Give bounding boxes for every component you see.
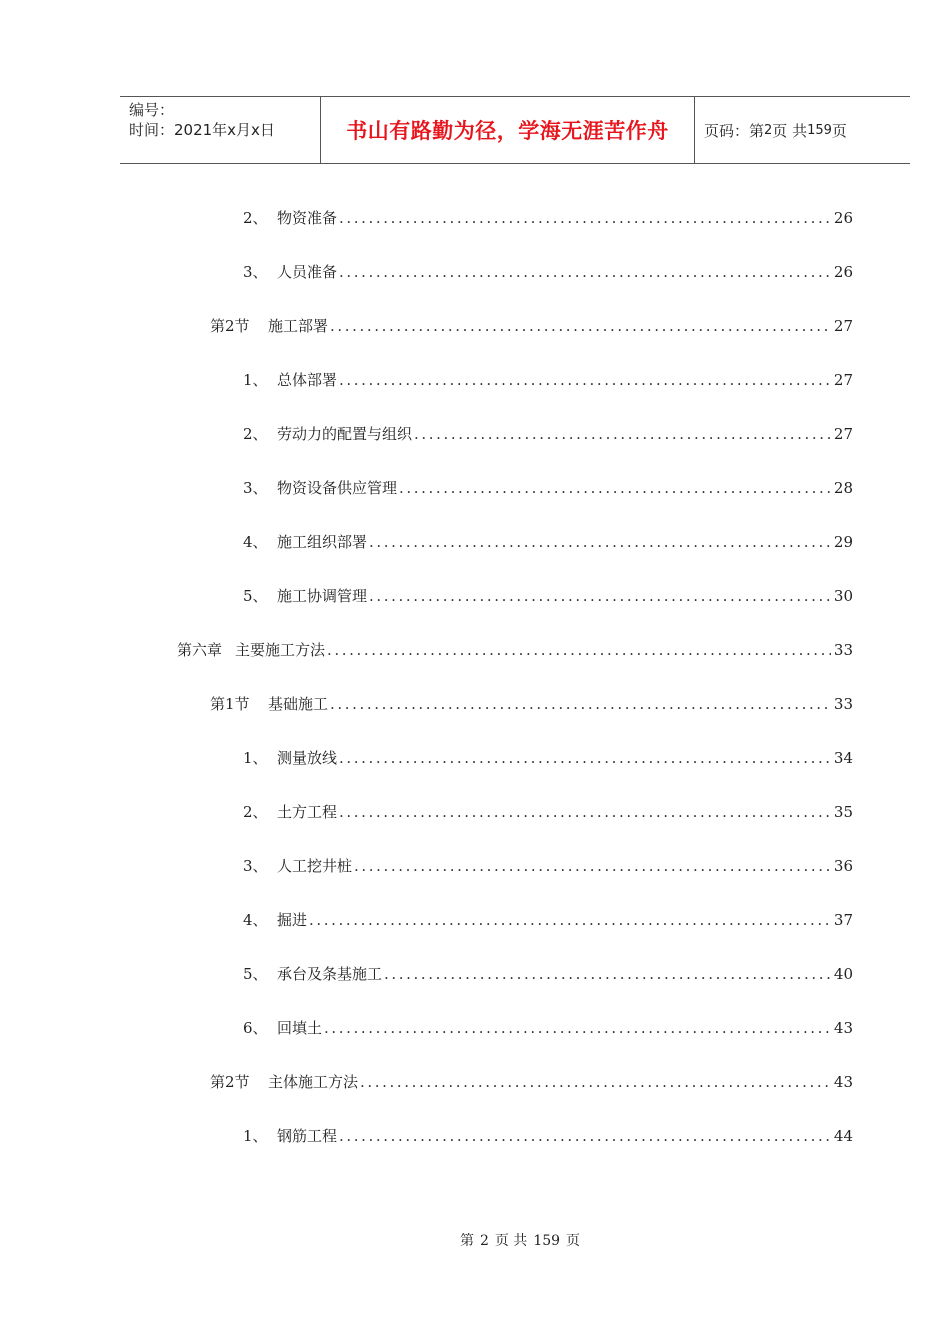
toc-entry[interactable]: [177, 640, 853, 660]
toc-entry-page: 34: [833, 749, 853, 767]
toc-dot-leader: [309, 910, 831, 930]
toc-entry-page: 37: [833, 911, 853, 929]
toc-entry-page: 29: [833, 533, 853, 551]
header-page-suffix: 页: [831, 121, 847, 140]
toc-entry-title: 基础施工: [268, 695, 329, 713]
toc-entry-number: 3、: [243, 479, 268, 497]
toc-entry[interactable]: [210, 1072, 853, 1092]
toc-entry-number: 3、: [243, 857, 268, 875]
toc-entry-number: 4、: [243, 911, 268, 929]
toc-entry-page: 43: [833, 1073, 853, 1091]
toc-entry-title: 劳动力的配置与组织: [277, 425, 413, 443]
toc-entry-title: 测量放线: [277, 749, 338, 767]
toc-dot-leader: [360, 1072, 831, 1092]
toc-entry[interactable]: [243, 964, 853, 984]
toc-entry-title: 掘进: [277, 911, 308, 929]
footer-total: 159: [533, 1233, 561, 1249]
toc-dot-leader: [399, 478, 831, 498]
toc-entry[interactable]: [243, 910, 853, 930]
footer-mid: 页 共: [494, 1233, 528, 1249]
toc-entry-number: 6、: [243, 1019, 268, 1037]
toc-entry-number: 5、: [243, 587, 268, 605]
toc-entry-title: 人工挖井桩: [277, 857, 353, 875]
page-header: [120, 96, 910, 164]
toc-entry-number: 第1节: [210, 695, 250, 713]
toc-entry-title: 主体施工方法: [268, 1073, 359, 1091]
toc-dot-leader: [354, 856, 831, 876]
header-motto: 书山有路勤为径，学海无涯苦作舟: [346, 119, 669, 143]
toc-entry-number: 1、: [243, 371, 268, 389]
toc-entry-title: 总体部署: [277, 371, 338, 389]
toc-entry-title: 施工组织部署: [277, 533, 368, 551]
toc-entry[interactable]: [243, 262, 853, 282]
toc-dot-leader: [369, 586, 831, 606]
toc-dot-leader: [339, 802, 831, 822]
toc-entry-number: 1、: [243, 1127, 268, 1145]
toc-entry[interactable]: [243, 802, 853, 822]
toc-entry-page: 27: [833, 425, 853, 443]
toc-entry-number: 第2节: [210, 317, 250, 335]
toc-entry[interactable]: [243, 370, 853, 390]
toc-entry[interactable]: [243, 1126, 853, 1146]
toc-entry-page: 43: [833, 1019, 853, 1037]
toc-entry-title: 物资设备供应管理: [277, 479, 398, 497]
toc-dot-leader: [327, 640, 831, 660]
toc-entry[interactable]: [243, 748, 853, 768]
page-footer: [0, 1230, 950, 1250]
toc-entry[interactable]: [243, 856, 853, 876]
toc-entry-title: 承台及条基施工: [277, 965, 383, 983]
footer-suffix: 页: [566, 1233, 581, 1249]
header-page-prefix: 页码：第: [704, 121, 765, 140]
toc-entry-page: 26: [833, 263, 853, 281]
toc-entry-title: 土方工程: [277, 803, 338, 821]
toc-dot-leader: [330, 316, 831, 336]
toc-entry-number: 1、: [243, 749, 268, 767]
toc-dot-leader: [339, 370, 831, 390]
toc-dot-leader: [339, 1126, 831, 1146]
toc-entry-page: 30: [833, 587, 853, 605]
toc-entry-page: 33: [833, 641, 853, 659]
doc-number-label: 编号：: [129, 101, 175, 119]
toc-entry-page: 36: [833, 857, 853, 875]
toc-entry-page: 33: [833, 695, 853, 713]
toc-entry[interactable]: [243, 208, 853, 228]
toc-dot-leader: [414, 424, 831, 444]
toc-entry[interactable]: [210, 694, 853, 714]
toc-entry-page: 27: [833, 317, 853, 335]
toc-entry-page: 27: [833, 371, 853, 389]
toc-entry-page: 40: [833, 965, 853, 983]
toc-dot-leader: [339, 748, 831, 768]
toc-entry-number: 4、: [243, 533, 268, 551]
toc-entry-number: 2、: [243, 803, 268, 821]
header-page-info: [695, 97, 910, 163]
header-meta: [120, 97, 321, 163]
toc-entry[interactable]: [210, 316, 853, 336]
header-page-total: 159: [807, 122, 832, 138]
toc-entry-page: 44: [833, 1127, 853, 1145]
toc-entry-number: 第六章: [177, 641, 223, 659]
toc-entry-number: 第2节: [210, 1073, 250, 1091]
toc-dot-leader: [330, 694, 831, 714]
toc-entry-number: 3、: [243, 263, 268, 281]
toc-entry-number: 5、: [243, 965, 268, 983]
toc-dot-leader: [339, 208, 831, 228]
header-page-current: 2: [764, 122, 773, 138]
toc-entry-page: 26: [833, 209, 853, 227]
toc-entry[interactable]: [243, 586, 853, 606]
toc-entry[interactable]: [243, 424, 853, 444]
toc-entry-number: 2、: [243, 209, 268, 227]
toc-entry-title: 主要施工方法: [235, 641, 326, 659]
toc-entry-title: 施工协调管理: [277, 587, 368, 605]
toc-dot-leader: [324, 1018, 831, 1038]
header-motto-cell: [321, 97, 695, 163]
toc-entry-title: 人员准备: [277, 263, 338, 281]
toc-dot-leader: [369, 532, 831, 552]
footer-prefix: 第: [459, 1233, 474, 1249]
header-page-mid: 页 共: [772, 121, 808, 140]
toc-entry-page: 35: [833, 803, 853, 821]
toc-entry-title: 施工部署: [268, 317, 329, 335]
toc-dot-leader: [384, 964, 831, 984]
footer-current: 2: [479, 1233, 489, 1249]
toc-entry[interactable]: [243, 1018, 853, 1038]
toc-entry-title: 物资准备: [277, 209, 338, 227]
toc-entry-page: 28: [833, 479, 853, 497]
toc-dot-leader: [339, 262, 831, 282]
doc-time-label: 时间：2021年x月x日: [129, 121, 275, 139]
toc-entry-title: 回填土: [277, 1019, 323, 1037]
toc-entry[interactable]: [243, 478, 853, 498]
toc-entry-number: 2、: [243, 425, 268, 443]
toc-entry[interactable]: [243, 532, 853, 552]
toc-entry-title: 钢筋工程: [277, 1127, 338, 1145]
